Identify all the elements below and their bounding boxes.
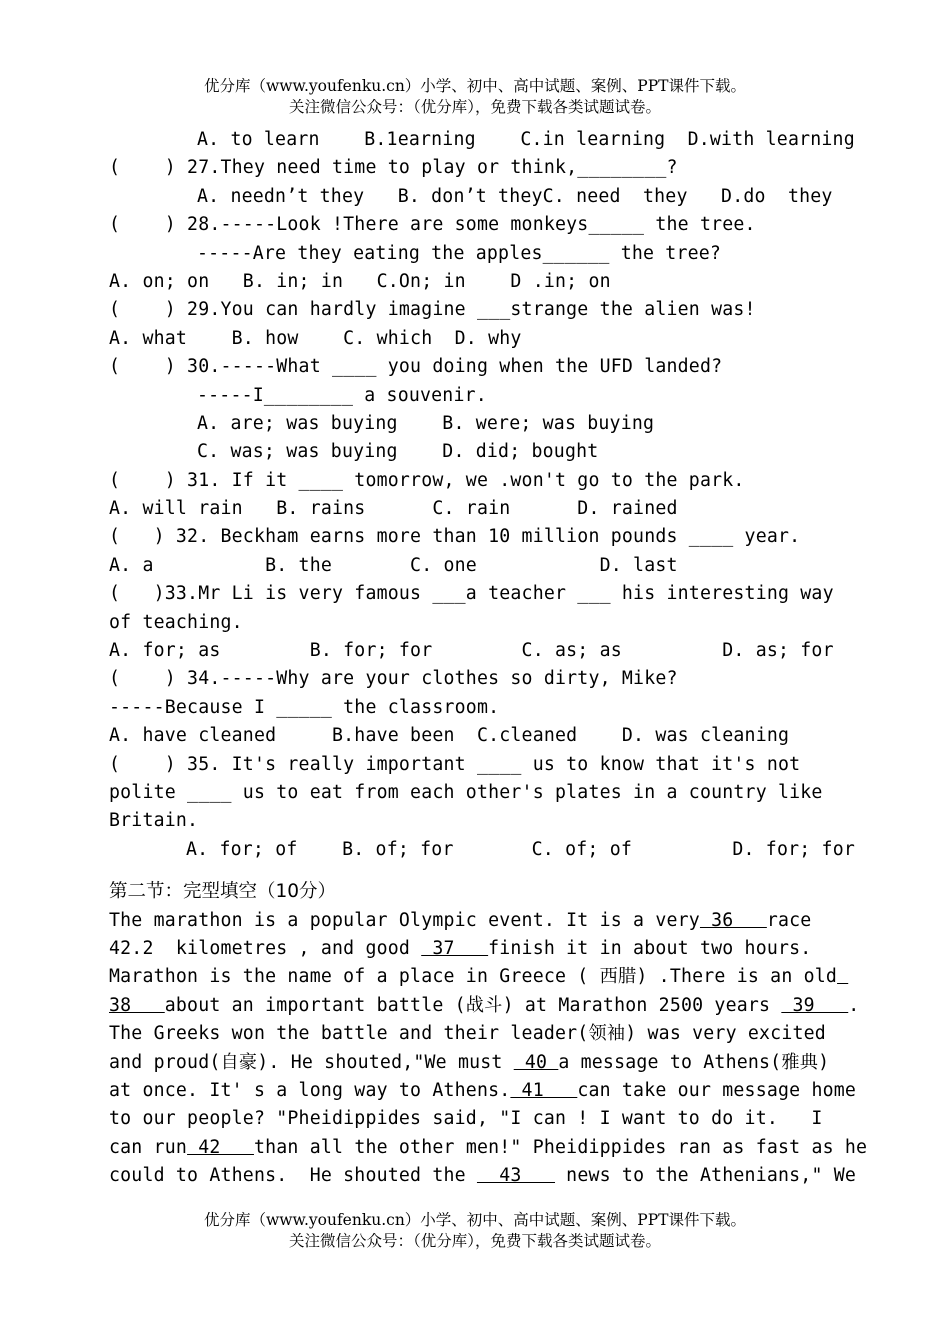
q30-stem-2: -----I________ a souvenir.	[197, 384, 487, 406]
cloze-text: than all the other men!" Pheidippides ran as fast as he	[253, 1136, 868, 1158]
cloze-line-6	[109, 1049, 849, 1077]
q35-stem: ( ) 35. It's really important ____ us to know that it's not	[109, 753, 801, 775]
blank-38: 38	[109, 994, 165, 1016]
blank-underline	[837, 966, 848, 987]
q35-options: A. for; of B. of; for C. of; of D. for; for	[186, 838, 855, 860]
cloze-text: finish it in about two hours.	[488, 937, 812, 959]
cloze-text: Marathon is the name of a place in Greece ( 西腊) .There is an old	[109, 966, 838, 988]
q29-stem: ( ) 29.You can hardly imagine ___strange the alien was!	[109, 299, 756, 321]
cloze-text: a message to Athens(雅典)	[558, 1051, 830, 1073]
cloze-passage	[109, 907, 868, 1191]
cloze-text: The marathon is a popular Olympic event. It is a very	[109, 909, 700, 931]
q34-stem: ( ) 34.-----Why are your clothes so dirty, Mike?	[109, 668, 678, 690]
q32-options: A. a B. the C. one D. last	[109, 554, 678, 576]
blank-39: 39	[781, 994, 849, 1016]
q34-stem-2: -----Because I _____ the classroom.	[109, 696, 500, 718]
q32-stem: ( ) 32. Beckham earns more than 10 million pounds ____ year.	[109, 526, 801, 548]
q33-stem-2: of teaching.	[109, 611, 243, 633]
q30-options-1: A. are; was buying B. were; was buying	[197, 412, 655, 434]
cloze-line-2	[109, 935, 849, 963]
cloze-line-10	[109, 1162, 857, 1190]
cloze-text: .	[848, 994, 860, 1016]
blank-40: 40	[513, 1051, 559, 1073]
q33-stem: ( )33.Mr Li is very famous ___a teacher ___ his interesting way	[109, 583, 834, 605]
q28-stem: ( ) 28.-----Look !There are some monkeys_____ the tree.	[109, 214, 756, 236]
page-footer	[0, 1210, 950, 1252]
cloze-line-3	[109, 963, 849, 991]
cloze-text: race	[766, 909, 812, 931]
header-line-2: 关注微信公众号：（优分库），免费下载各类试题试卷。	[288, 98, 661, 116]
cloze-text: 42.2 kilometres , and good	[109, 937, 422, 959]
q35-stem-2: polite ____ us to eat from each other's plates in a country like	[109, 781, 823, 803]
exam-content	[109, 126, 868, 1190]
cloze-text: about an important battle (战斗) at Marathon 2500 years	[164, 994, 782, 1016]
cloze-text: news to the Athenians," We	[555, 1165, 857, 1187]
q29-options: A. what B. how C. which D. why	[109, 327, 522, 349]
cloze-line-4	[109, 992, 860, 1020]
blank-42: 42	[187, 1136, 254, 1158]
cloze-line-9	[109, 1134, 868, 1162]
cloze-text: can take our message home	[577, 1079, 857, 1101]
blank-36: 36	[699, 909, 767, 931]
blank-43: 43	[476, 1165, 556, 1187]
footer-line-2: 关注微信公众号：（优分库），免费下载各类试题试卷。	[288, 1232, 661, 1250]
q26-options: A. to learn B.1earning C.in learning D.with learning	[197, 129, 855, 150]
section-gap	[109, 864, 849, 878]
cloze-text: and proud(自豪). He shouted,"We must	[109, 1051, 514, 1073]
q27-options: A. needn’t they B. don’t theyC. need they D.do they	[197, 185, 833, 207]
blank-37: 37	[421, 937, 489, 959]
cloze-line-7	[109, 1077, 857, 1105]
page-header	[0, 76, 950, 118]
q30-stem: ( ) 30.-----What ____ you doing when the UFD landed?	[109, 356, 723, 378]
section-2-heading: 第二节：完型填空（10分）	[109, 881, 337, 903]
cloze-text: could to Athens. He shouted the	[109, 1165, 477, 1187]
q31-stem: ( ) 31. If it ____ tomorrow, we .won't go to the park.	[109, 469, 745, 491]
cloze-text: at once. It' s a long way to Athens.	[109, 1079, 511, 1101]
q28-stem-2: -----Are they eating the apples______ the tree?	[197, 242, 722, 264]
q28-options: A. on; on B. in; in C.On; in D .in; on	[109, 270, 611, 292]
q33-options: A. for; as B. for; for C. as; as D. as; for	[109, 640, 834, 662]
q27-stem: ( ) 27.They need time to play or think,________?	[109, 157, 678, 179]
footer-line-1: 优分库（www.youfenku.cn）小学、初中、高中试题、案例、PPT课件下载。	[203, 1211, 747, 1229]
q34-options: A. have cleaned B.have been C.cleaned D. was cleaning	[109, 725, 790, 747]
blank-41: 41	[510, 1079, 578, 1101]
header-line-1: 优分库（www.youfenku.cn）小学、初中、高中试题、案例、PPT课件下载。	[203, 77, 747, 95]
cloze-text: can run	[109, 1136, 188, 1158]
q35-stem-3: Britain.	[109, 810, 199, 832]
q30-options-2: C. was; was buying D. did; bought	[197, 441, 599, 463]
cloze-line-8: to our people? "Pheidippides said, "I can ! I want to do it. I	[109, 1108, 823, 1130]
cloze-line-1	[109, 907, 849, 935]
cloze-line-5: The Greeks won the battle and their leader(领袖) was very excited	[109, 1023, 826, 1045]
q31-options: A. will rain B. rains C. rain D. rained	[109, 498, 678, 520]
